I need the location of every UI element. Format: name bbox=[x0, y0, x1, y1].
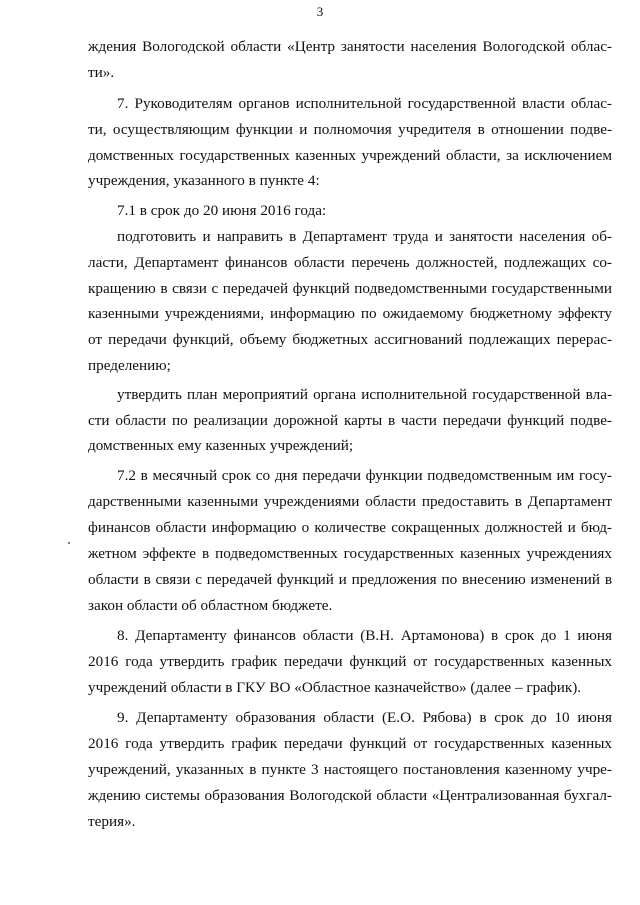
text-line: 9. Департаменту образования области (Е.О. Рябова) в срок до 10 июня bbox=[117, 709, 612, 726]
text-line: ласти, Департамент финансов области перечень должностей, подлежащих со- bbox=[88, 254, 612, 271]
text-line: 7.2 в месячный срок со дня передачи функции подведомственным им госу- bbox=[117, 467, 612, 484]
text-line: кращению в связи с передачей функций подведомственными государственными bbox=[88, 280, 612, 297]
text-line: ждению системы образования Вологодской области «Централизованная бухгал- bbox=[88, 787, 612, 804]
text-line: казенными учреждениями, информацию по ожидаемому бюджетному эффекту bbox=[88, 305, 612, 322]
text-line: 2016 года утвердить график передачи функций от государственных казенных bbox=[88, 735, 612, 752]
text-line: учреждений области в ГКУ ВО «Областное казначейство» (далее – график). bbox=[88, 679, 582, 696]
text-line: ти, осуществляющим функции и полномочия учредителя в отношении подве- bbox=[88, 121, 612, 138]
text-line: 7. Руководителям органов исполнительной государственной власти облас- bbox=[117, 95, 612, 112]
text-line: жетном эффекте в подведомственных государственных казенных учреждениях bbox=[88, 545, 612, 562]
text-line: подготовить и направить в Департамент труда и занятости населения об- bbox=[117, 228, 612, 245]
text-line: учреждения, указанного в пункте 4: bbox=[88, 172, 320, 189]
text-line: 2016 года утвердить график передачи функций от государственных казенных bbox=[88, 653, 612, 670]
text-line: сти области по реализации дорожной карты в части передачи функций подве- bbox=[88, 412, 612, 429]
text-line: домственных государственных казенных учреждений области, за исключением bbox=[88, 147, 612, 164]
text-line: 7.1 в срок до 20 июня 2016 года: bbox=[117, 202, 327, 219]
text-line: области в связи с передачей функций и предложения по внесению изменений в bbox=[88, 571, 612, 588]
text-line: учреждений, указанных в пункте 3 настоящего постановления казенному учре- bbox=[88, 761, 612, 778]
text-line: терия». bbox=[88, 813, 136, 830]
text-line: ждения Вологодской области «Центр занятости населения Вологодской облас- bbox=[88, 38, 612, 55]
text-line: пределению; bbox=[88, 357, 171, 374]
text-line: финансов области информацию о количестве сокращенных должностей и бюд- bbox=[88, 519, 612, 536]
text-line: от передачи функций, объему бюджетных ассигнований подлежащих перерас- bbox=[88, 331, 612, 348]
text-line: закон области об областном бюджете. bbox=[88, 597, 333, 614]
page-number: 3 bbox=[316, 4, 324, 19]
text-line: утвердить план мероприятий органа исполнительной государственной вла- bbox=[117, 386, 612, 403]
text-line: 8. Департаменту финансов области (В.Н. Артамонова) в срок до 1 июня bbox=[117, 627, 612, 644]
text-line: ти». bbox=[88, 64, 115, 81]
scan-speck bbox=[68, 542, 70, 544]
text-line: дарственными казенными учреждениями области предоставить в Департамент bbox=[88, 493, 612, 510]
text-line: домственных ему казенных учреждений; bbox=[88, 437, 354, 454]
